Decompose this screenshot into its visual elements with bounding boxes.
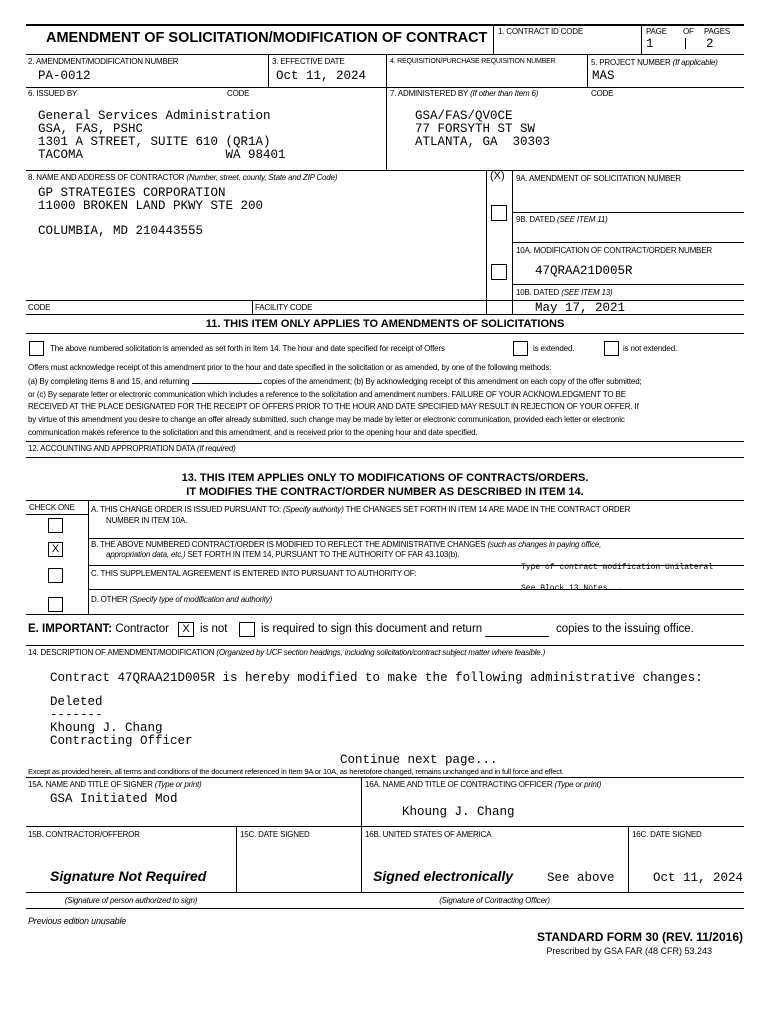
effective-date-label: 3. EFFECTIVE DATE bbox=[272, 57, 345, 66]
united-states-label: 16B. UNITED STATES OF AMERICA bbox=[365, 830, 492, 839]
facility-code-label: FACILITY CODE bbox=[255, 303, 313, 312]
page-value: 1 bbox=[646, 37, 654, 51]
issued-by-address: General Services Administration GSA, FAS, PSHC 1301 A STREET, SUITE 610 (QR1A) TACOMA WA 98401 bbox=[38, 109, 286, 162]
form-title: AMENDMENT OF SOLICITATION/MODIFICATION OF CONTRACT bbox=[46, 30, 488, 46]
form-number: STANDARD FORM 30 (REV. 11/2016) bbox=[536, 930, 743, 944]
contractor-label: 8. NAME AND ADDRESS OF CONTRACTOR (Number, street, county, State and ZIP Code) bbox=[28, 173, 338, 182]
modification-type-text: Type of contract modification Unilateral See Block 13 Notes... bbox=[521, 563, 714, 593]
contracting-officer-value[interactable]: Khoung J. Chang bbox=[402, 805, 515, 819]
contractor-signature-caption: (Signature of person authorized to sign) bbox=[64, 896, 198, 905]
item11-line1: The above numbered solicitation is amended as set forth in Item 14. The hour and date specified for receipt of Offers bbox=[50, 344, 445, 353]
page-label: PAGE bbox=[646, 27, 667, 36]
contractor-code-label: CODE bbox=[28, 303, 51, 312]
officer-see-above: See above bbox=[547, 871, 615, 885]
solicitation-amended-checkbox[interactable] bbox=[29, 341, 44, 356]
dated-9b-label: 9B. DATED (SEE ITEM 11) bbox=[516, 215, 608, 224]
description-text: Contract 47QRAA21D005R is hereby modified to make the following administrative changes: Deleted ------- Khoung J. Chang Contracting Officer bbox=[50, 671, 703, 748]
other-modification-text: D. OTHER (Specify type of modification and authority) bbox=[91, 595, 273, 604]
signer-name-label: 15A. NAME AND TITLE OF SIGNER (Type or print) bbox=[28, 780, 202, 789]
project-number-label: 5. PROJECT NUMBER (If applicable) bbox=[591, 58, 718, 67]
issued-code-label: CODE bbox=[227, 89, 250, 98]
check-one-label: CHECK ONE bbox=[29, 503, 75, 512]
officer-date-value[interactable]: Oct 11, 2024 bbox=[653, 871, 744, 885]
administered-code-label: CODE bbox=[591, 89, 614, 98]
requisition-label: 4. REQUISITION/PURCHASE REQUISITION NUMBER bbox=[390, 58, 556, 65]
amendment-number-value[interactable]: PA-0012 bbox=[38, 69, 91, 83]
copies-label: copies to the issuing office. bbox=[556, 623, 694, 635]
modification-contract-label: 10A. MODIFICATION OF CONTRACT/ORDER NUMBER bbox=[516, 246, 712, 255]
item13-heading: 13. THIS ITEM APPLIES ONLY TO MODIFICATIONS OF CONTRACTS/ORDERS. IT MODIFIES THE CONTRACT/ORDER NUMBER AS DESCRIBED IN ITEM 14. bbox=[181, 472, 589, 498]
administered-by-label: 7. ADMINISTERED BY (If other than Item 6) bbox=[390, 89, 539, 98]
prescribed-by: Prescribed by GSA FAR (48 CFR) 53.243 bbox=[546, 946, 712, 956]
pages-value: 2 bbox=[706, 37, 714, 51]
item11-heading: 11. THIS ITEM ONLY APPLIES TO AMENDMENTS OF SOLICITATIONS bbox=[205, 318, 565, 330]
modification-contract-value[interactable]: 47QRAA21D005R bbox=[535, 264, 633, 278]
supplemental-agreement-text: C. THIS SUPPLEMENTAL AGREEMENT IS ENTERED INTO PURSUANT TO AUTHORITY OF: bbox=[91, 569, 417, 578]
copies-count-field[interactable] bbox=[485, 636, 549, 637]
accounting-data-label: 12. ACCOUNTING AND APPROPRIATION DATA (If required) bbox=[28, 444, 236, 453]
contractor-date-label: 15C. DATE SIGNED bbox=[240, 830, 310, 839]
description-label: 14. DESCRIPTION OF AMENDMENT/MODIFICATION (Organized by UCF section headings, including solicitation/contract subject matter where feasible.) bbox=[28, 648, 546, 657]
other-modification-checkbox[interactable] bbox=[48, 597, 63, 612]
is-not-label: is not bbox=[200, 623, 228, 635]
important-label: E. IMPORTANT: Contractor bbox=[28, 623, 170, 635]
contractor-offeror-label: 15B. CONTRACTOR/OFFEROR bbox=[28, 830, 140, 839]
contractor-address: GP STRATEGIES CORPORATION 11000 BROKEN LAND PKWY STE 200 COLUMBIA, MD 210443555 bbox=[38, 186, 264, 238]
pages-label: PAGES bbox=[704, 27, 730, 36]
of-label: OF bbox=[683, 27, 694, 36]
terms-statement: Except as provided herein, all terms and conditions of the document referenced in Item 9A or 10A, as heretofore changed, remains unchanged and in full force and effect. bbox=[28, 767, 564, 776]
officer-date-label: 16C. DATE SIGNED bbox=[632, 830, 702, 839]
change-order-text: A. THIS CHANGE ORDER IS ISSUED PURSUANT TO: (Specify authority) THE CHANGES SET FORTH IN ITEM 14 ARE MADE IN THE CONTRACT ORDER NUMBER IN ITEM 10A. bbox=[91, 505, 631, 525]
is-not-extended-label: is not extended. bbox=[623, 344, 678, 353]
modification-contract-checkbox[interactable] bbox=[491, 264, 507, 280]
issued-by-label: 6. ISSUED BY bbox=[28, 89, 78, 98]
effective-date-value[interactable]: Oct 11, 2024 bbox=[276, 69, 367, 83]
project-number-value[interactable]: MAS bbox=[592, 69, 615, 83]
is-required-checkbox[interactable] bbox=[239, 622, 255, 637]
officer-signature-caption: (Signature of Contracting Officer) bbox=[439, 896, 550, 905]
dated-10b-value[interactable]: May 17, 2021 bbox=[535, 301, 626, 315]
amendment-solicitation-label: 9A. AMENDMENT OF SOLICITATION NUMBER bbox=[516, 174, 681, 183]
is-required-label: is required to sign this document and return bbox=[261, 623, 483, 635]
administrative-change-text: B. THE ABOVE NUMBERED CONTRACT/ORDER IS MODIFIED TO REFLECT THE ADMINISTRATIVE CHANGES (such as changes in paying office, appropriation data, etc.) SET FORTH IN ITEM 14, PURSUANT TO THE AUTHORITY OF FAR 43.103(b). bbox=[91, 540, 602, 559]
is-not-extended-checkbox[interactable] bbox=[604, 341, 619, 356]
dated-10b-label: 10B. DATED (SEE ITEM 13) bbox=[516, 288, 613, 297]
amendment-solicitation-checkbox[interactable] bbox=[491, 205, 507, 221]
is-not-required-checkbox[interactable]: X bbox=[178, 622, 194, 637]
officer-signature[interactable]: Signed electronically bbox=[373, 868, 514, 884]
previous-edition-note: Previous edition unusable bbox=[28, 916, 127, 926]
change-order-checkbox[interactable] bbox=[48, 518, 63, 533]
administrative-change-checkbox[interactable]: X bbox=[48, 542, 63, 557]
x-column-label: (X) bbox=[490, 170, 505, 182]
item11-instructions: Offers must acknowledge receipt of this amendment prior to the hour and date specified in the solicitation or as amended, by one of the following methods: (a) By completing items 8 and 15, and returning copies of the amendment; (b) By acknowledging receipt of this amendment on each copy of the offer submitted; or (c) By separate letter or electronic communication which includes a reference to the solicitation and amendment numbers. FAILURE OF YOUR ACKNOWLEDGMENT TO BE RECEIVED AT THE PLACE DESIGNATED FOR THE RECEIPT OF OFFERS PRIOR TO THE HOUR AND DATE SPECIFIED MAY RESULT IN REJECTION OF YOUR OFFER. If by virtue of this amendment you desire to change an offer already submitted, such change may be made by letter or electronic communication, provided each letter or electronic communication makes reference to the solicitation and this amendment, and is received prior to the opening hour and date specified. bbox=[28, 363, 642, 437]
is-extended-checkbox[interactable] bbox=[513, 341, 528, 356]
contract-id-label: 1. CONTRACT ID CODE bbox=[498, 27, 583, 36]
signer-name-value[interactable]: GSA Initiated Mod bbox=[50, 792, 178, 806]
contractor-signature[interactable]: Signature Not Required bbox=[50, 868, 207, 884]
is-extended-label: is extended. bbox=[533, 344, 575, 353]
amendment-number-label: 2. AMENDMENT/MODIFICATION NUMBER bbox=[28, 57, 179, 66]
copies-returned-field[interactable] bbox=[192, 375, 262, 384]
administered-by-address: GSA/FAS/QV0CE 77 FORSYTH ST SW ATLANTA, GA 30303 bbox=[415, 109, 551, 149]
supplemental-agreement-checkbox[interactable] bbox=[48, 568, 63, 583]
contracting-officer-label: 16A. NAME AND TITLE OF CONTRACTING OFFICER (Type or print) bbox=[365, 780, 602, 789]
continue-text: Continue next page... bbox=[340, 753, 498, 767]
